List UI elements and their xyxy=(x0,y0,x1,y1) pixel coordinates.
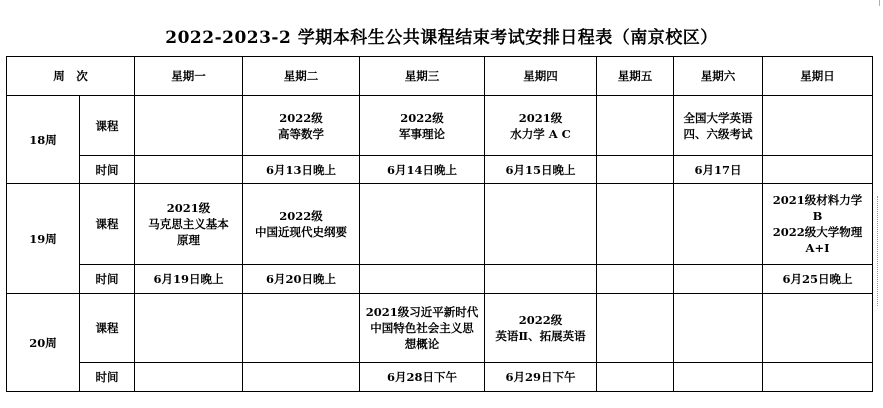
course-cell xyxy=(135,184,243,265)
time-cell: 6月25日晚上 xyxy=(763,265,873,294)
week-label: 20周 xyxy=(7,294,80,392)
course-cell xyxy=(360,184,485,265)
course-line: 全国大学英语 xyxy=(683,110,753,125)
day-header-friday: 星期五 xyxy=(597,57,674,96)
time-cell xyxy=(763,363,873,392)
course-cell xyxy=(763,96,873,156)
course-cell xyxy=(597,294,674,363)
course-cell xyxy=(674,294,763,363)
row-kind-course: 课程 xyxy=(80,294,135,363)
course-cell xyxy=(674,184,763,265)
page-corner-mark xyxy=(879,0,883,6)
time-cell xyxy=(360,265,485,294)
day-header-thursday: 星期四 xyxy=(485,57,597,96)
time-cell xyxy=(485,265,597,294)
table-row xyxy=(7,96,873,156)
course-line: 2021级 xyxy=(166,201,211,215)
day-header-tuesday: 星期二 xyxy=(243,57,360,96)
course-cell xyxy=(597,96,674,156)
course-line: B xyxy=(812,209,823,223)
time-cell: 6月19日晚上 xyxy=(135,265,243,294)
course-line: A+I xyxy=(805,241,830,255)
course-line: 高等数学 xyxy=(278,126,324,141)
course-line: 水力学 A C xyxy=(510,126,571,141)
course-line: 2022级大学物理 xyxy=(772,225,863,239)
table-row xyxy=(7,184,873,265)
exam-schedule-table xyxy=(6,56,873,392)
page-edge-guide xyxy=(877,196,878,306)
course-line: 英语Ⅱ、拓展英语 xyxy=(495,329,586,343)
course-cell xyxy=(360,96,485,156)
time-cell xyxy=(597,265,674,294)
course-line: 中国近现代史纲要 xyxy=(255,225,347,239)
course-line: 2022级 xyxy=(279,110,323,125)
time-cell: 6月14日晚上 xyxy=(360,156,485,184)
row-kind-time: 时间 xyxy=(80,156,135,184)
time-cell: 6月15日晚上 xyxy=(485,156,597,184)
time-cell xyxy=(597,363,674,392)
course-cell xyxy=(243,184,360,265)
course-cell xyxy=(485,294,597,363)
course-line: 中国特色社会主义思 xyxy=(370,321,474,335)
course-line: 2022级 xyxy=(518,313,563,327)
course-line: 2022级 xyxy=(279,209,323,223)
course-line: 2021级习近平新时代 xyxy=(365,305,479,319)
page-title: 2022-2023-2 学期本科生公共课程结束考试安排日程表（南京校区） xyxy=(165,28,718,48)
time-cell: 6月29日下午 xyxy=(485,363,597,392)
day-header-wednesday: 星期三 xyxy=(360,57,485,96)
course-cell xyxy=(360,294,485,363)
row-kind-course: 课程 xyxy=(80,96,135,156)
time-cell xyxy=(674,363,763,392)
course-cell xyxy=(674,96,763,156)
course-line: 2021级 xyxy=(518,110,563,125)
course-line: 马克思主义基本 xyxy=(148,217,229,231)
course-cell xyxy=(243,96,360,156)
row-kind-time: 时间 xyxy=(80,265,135,294)
course-cell xyxy=(485,184,597,265)
time-cell xyxy=(135,156,243,184)
time-cell xyxy=(243,363,360,392)
time-cell xyxy=(763,156,873,184)
course-cell xyxy=(763,184,873,265)
time-cell xyxy=(674,265,763,294)
week-label: 18周 xyxy=(7,96,80,184)
time-cell: 6月20日晚上 xyxy=(243,265,360,294)
course-line: 四、六级考试 xyxy=(683,126,753,141)
time-cell xyxy=(135,363,243,392)
row-kind-time: 时间 xyxy=(80,363,135,392)
table-row xyxy=(7,294,873,363)
course-cell xyxy=(485,96,597,156)
course-cell xyxy=(135,96,243,156)
table-row xyxy=(7,156,873,184)
course-cell xyxy=(135,294,243,363)
course-line: 想概论 xyxy=(404,337,440,351)
day-header-saturday: 星期六 xyxy=(674,57,763,96)
course-line: 原理 xyxy=(177,233,200,247)
header-row xyxy=(7,57,873,96)
course-cell xyxy=(763,294,873,363)
table-row xyxy=(7,363,873,392)
time-cell xyxy=(597,156,674,184)
time-cell: 6月17日 xyxy=(674,156,763,184)
course-line: 军事理论 xyxy=(399,126,445,141)
day-header-sunday: 星期日 xyxy=(763,57,873,96)
week-column-header: 周 次 xyxy=(7,57,135,96)
course-line: 2021级材料力学 xyxy=(772,193,863,207)
row-kind-course: 课程 xyxy=(80,184,135,265)
time-cell: 6月13日晚上 xyxy=(243,156,360,184)
course-cell xyxy=(597,184,674,265)
week-label: 19周 xyxy=(7,184,80,294)
time-cell: 6月28日下午 xyxy=(360,363,485,392)
day-header-monday: 星期一 xyxy=(135,57,243,96)
table-row xyxy=(7,265,873,294)
course-line: 2022级 xyxy=(400,110,444,125)
course-cell xyxy=(243,294,360,363)
